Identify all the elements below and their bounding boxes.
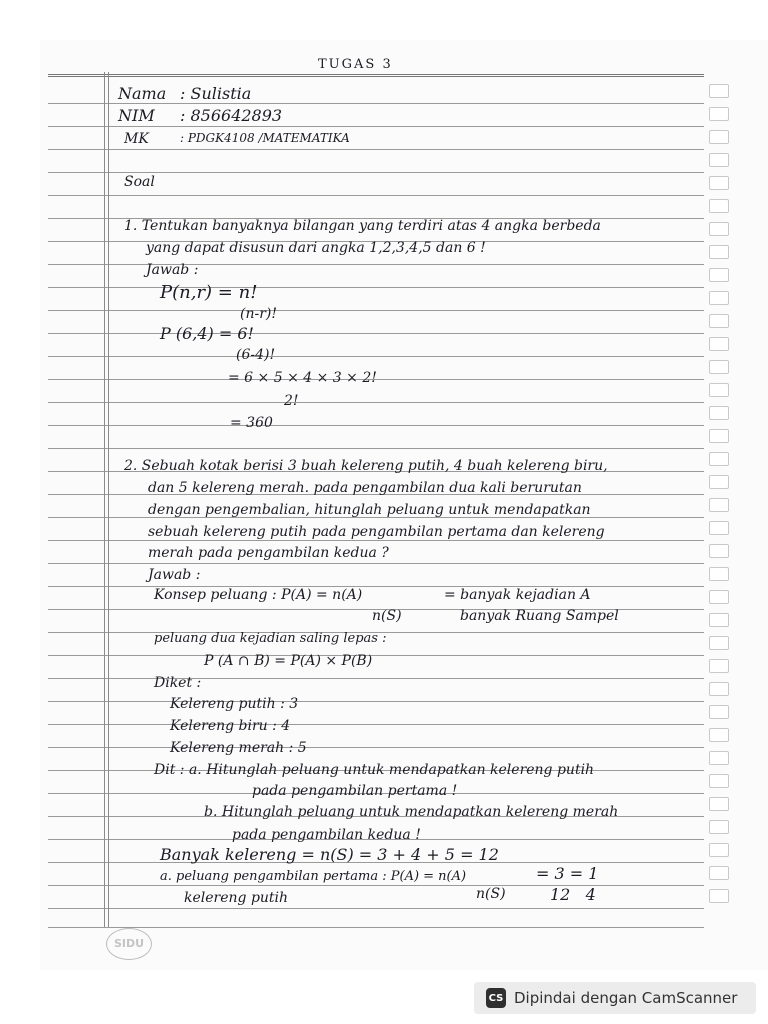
rule-line — [48, 586, 704, 587]
nim-value: : 856642893 — [180, 106, 283, 125]
q2-a-line1: a. peluang pengambilan pertama : P(A) = n(A) — [160, 869, 467, 884]
q1-expansion-denominator: 2! — [284, 393, 299, 409]
rule-line — [48, 103, 704, 104]
rule-line — [48, 655, 704, 656]
q2-putih: Kelereng putih : 3 — [170, 696, 299, 712]
nama-value: : Sulistia — [180, 84, 252, 103]
page-title: TUGAS 3 — [318, 57, 393, 72]
rule-line — [48, 149, 704, 150]
q2-konsep-denominator: n(S) — [372, 608, 402, 624]
rule-line — [48, 701, 704, 702]
q2-biru: Kelereng biru : 4 — [170, 718, 291, 734]
q2-dit-a-line2: pada pengambilan pertama ! — [252, 783, 458, 799]
binder-holes — [705, 80, 731, 920]
q1-result: = 360 — [230, 415, 273, 431]
rule-line — [48, 885, 704, 886]
rule-line — [48, 540, 704, 541]
q2-line-2: dan 5 kelereng merah. pada pengambilan dua kali berurutan — [148, 480, 582, 496]
q2-line-1: 2. Sebuah kotak berisi 3 buah kelereng putih, 4 buah kelereng biru, — [124, 458, 608, 474]
faint-stamp: SIDU — [106, 928, 152, 960]
soal-heading: Soal — [124, 174, 155, 190]
left-margin-line — [104, 72, 105, 927]
rule-line — [48, 747, 704, 748]
q2-a-line2: kelereng putih — [184, 890, 289, 906]
q2-banyak: Banyak kelereng = n(S) = 3 + 4 + 5 = 12 — [160, 845, 499, 864]
q2-a-denominator: n(S) — [476, 886, 506, 902]
rule-line — [48, 724, 704, 725]
rule-line — [48, 287, 704, 288]
q2-dit-b-line1: b. Hitunglah peluang untuk mendapatkan kelereng merah — [204, 804, 619, 820]
q1-calc-denominator: (6-4)! — [236, 347, 276, 363]
q2-diket: Diket : — [154, 675, 202, 691]
q2-dit-a-line1: Dit : a. Hitunglah peluang untuk mendapatkan kelereng putih — [154, 762, 595, 778]
mk-value: : PDGK4108 /MATEMATIKA — [180, 131, 350, 145]
q2-line-5: merah pada pengambilan kedua ? — [148, 545, 389, 561]
q2-merah: Kelereng merah : 5 — [170, 740, 307, 756]
q2-konsep-words-denominator: banyak Ruang Sampel — [460, 608, 619, 624]
q2-konsep-words: = banyak kejadian A — [444, 587, 591, 603]
camscanner-watermark — [474, 982, 756, 1014]
q2-jawab: Jawab : — [148, 567, 201, 583]
rule-line — [48, 563, 704, 564]
q1-line-2: yang dapat disusun dari angka 1,2,3,4,5 dan 6 ! — [146, 240, 486, 256]
q1-formula-denominator: (n-r)! — [240, 306, 277, 322]
rule-line — [48, 172, 704, 173]
rule-line — [48, 356, 704, 357]
q2-konsep: Konsep peluang : P(A) = n(A) — [154, 587, 363, 603]
camscanner-logo-icon: CS — [486, 988, 506, 1008]
q2-line-4: sebuah kelereng putih pada pengambilan pertama dan kelereng — [148, 524, 605, 540]
rule-line — [48, 908, 704, 909]
rule-line — [48, 448, 704, 449]
q2-line-3: dengan pengembalian, hitunglah peluang untuk mendapatkan — [148, 502, 591, 518]
q2-lepas-formula: P (A ∩ B) = P(A) × P(B) — [204, 653, 373, 669]
q1-calc: P (6,4) = 6! — [160, 324, 254, 343]
q2-a-fraction: = 3 = 1 — [536, 864, 599, 883]
rule-line — [48, 126, 704, 127]
camscanner-text: Dipindai dengan CamScanner — [514, 989, 738, 1007]
q2-a-fraction-denominator: 12 4 — [550, 885, 596, 904]
q2-dit-b-line2: pada pengambilan kedua ! — [232, 827, 421, 843]
rule-line — [48, 310, 704, 311]
nim-label: NIM — [118, 106, 155, 125]
rule-line — [48, 333, 704, 334]
rule-line — [48, 927, 704, 928]
q1-jawab: Jawab : — [146, 262, 199, 278]
q1-line-1: 1. Tentukan banyaknya bilangan yang terdiri atas 4 angka berbeda — [124, 218, 601, 234]
rule-line — [48, 425, 704, 426]
nama-label: Nama — [118, 84, 167, 103]
rule-line — [48, 402, 704, 403]
q1-expansion: = 6 × 5 × 4 × 3 × 2! — [228, 370, 377, 386]
left-margin-line — [108, 72, 109, 927]
q1-formula: P(n,r) = n! — [160, 282, 258, 303]
top-rule — [48, 74, 704, 77]
rule-line — [48, 195, 704, 196]
q2-lepas: peluang dua kejadian saling lepas : — [154, 631, 387, 646]
rule-line — [48, 678, 704, 679]
mk-label: MK — [124, 131, 149, 147]
